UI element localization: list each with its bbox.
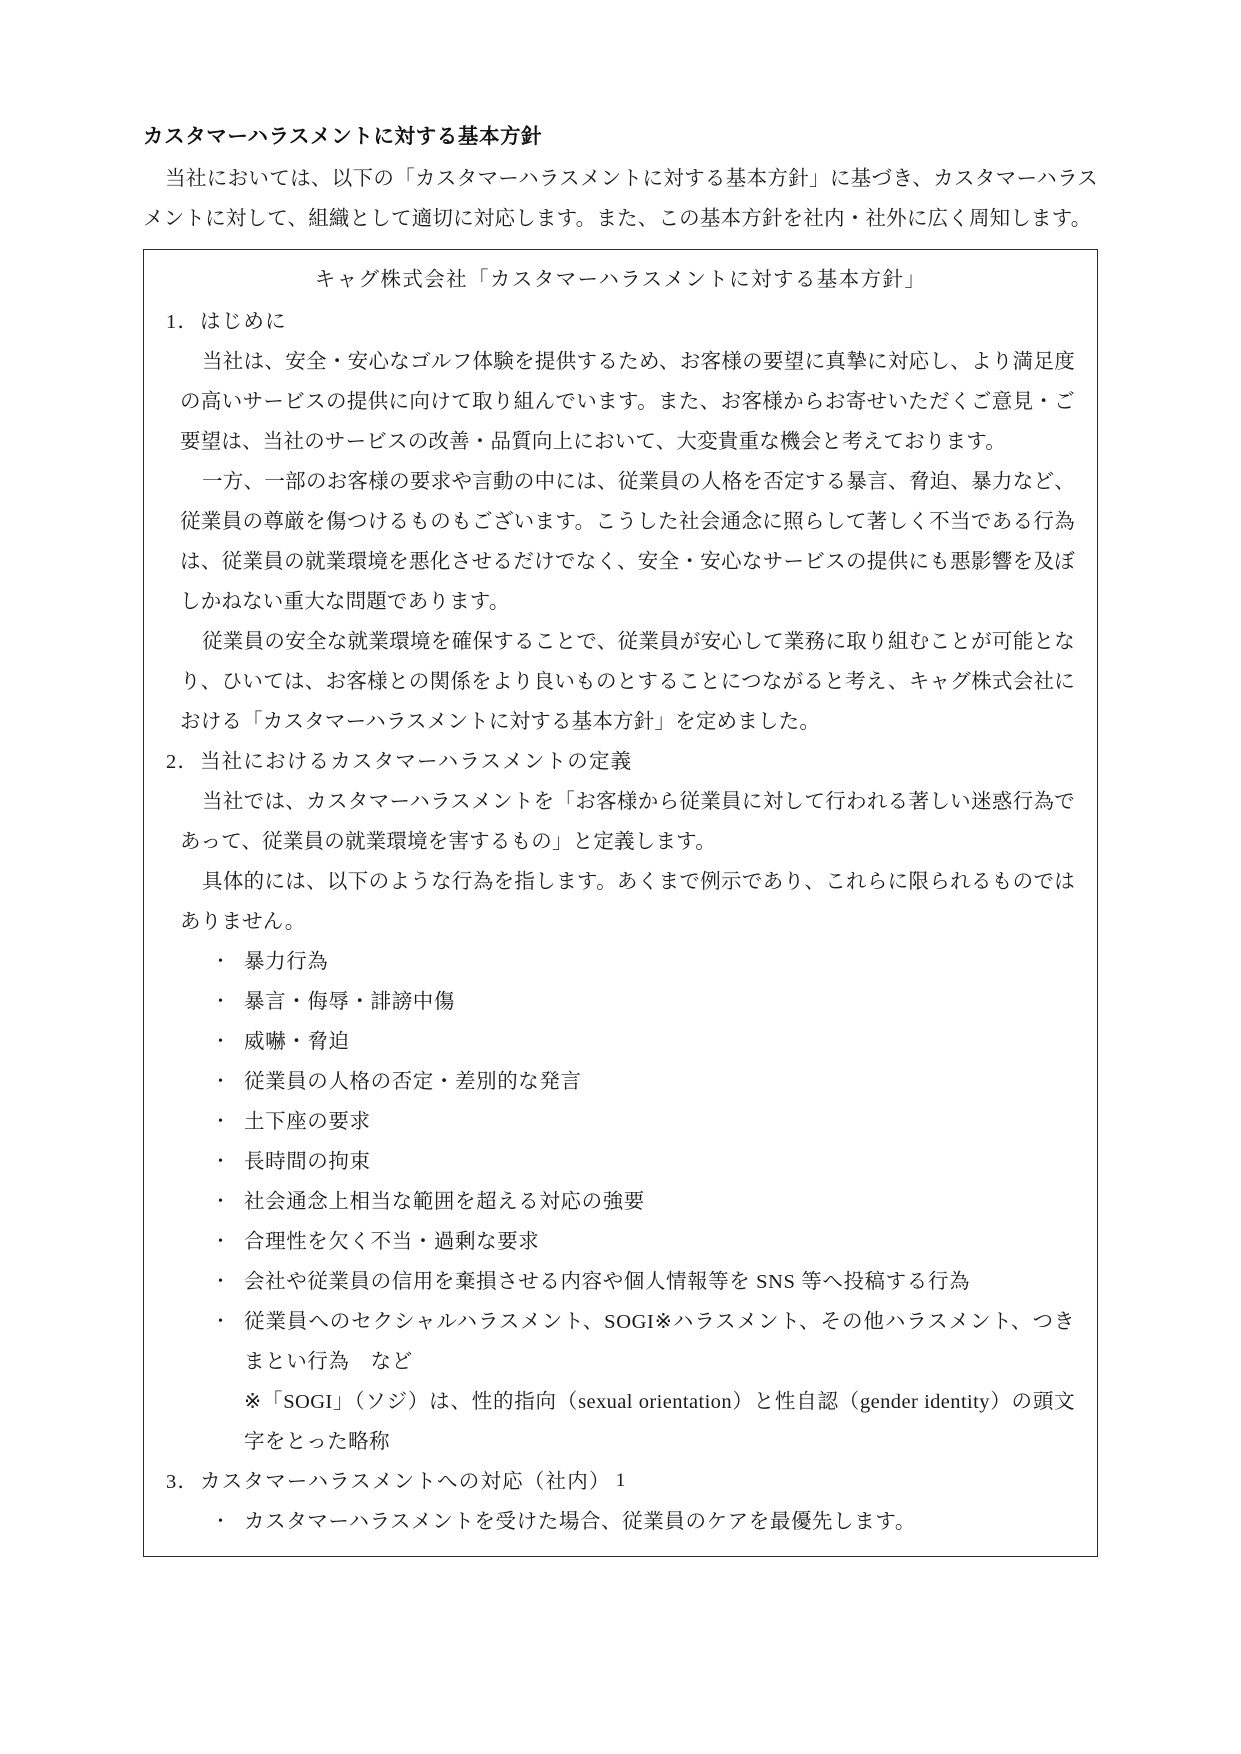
section-2-paragraph-1: 当社では、カスタマーハラスメントを「お客様から従業員に対して行われる著しい迷惑行為であって、従業員の就業環境を害するもの」と定義します。	[180, 790, 1075, 853]
list-item-label: 暴力行為	[244, 950, 329, 973]
intro-paragraph	[143, 159, 1098, 239]
list-item	[214, 1302, 1075, 1382]
bullet-icon: •	[218, 1153, 224, 1169]
section-3-title: カスタマーハラスメントへの対応（社内）	[200, 1470, 611, 1493]
section-2-title: 当社におけるカスタマーハラスメントの定義	[200, 750, 633, 773]
list-item-label: カスタマーハラスメントを受けた場合、従業員のケアを最優先します。	[244, 1510, 916, 1533]
list-item	[214, 1062, 1075, 1102]
section-2-bullet-list	[166, 942, 1075, 1382]
list-item	[214, 1502, 1075, 1542]
list-item-label: 従業員の人格の否定・差別的な発言	[244, 1070, 582, 1093]
section-1-paragraph-2: 一方、一部のお客様の要求や言動の中には、従業員の人格を否定する暴言、脅迫、暴力など、従業員の尊厳を傷つけるものもございます。こうした社会通念に照らして著しく不当である行為は、従業員の就業環境を悪化させるだけでなく、安全・安心なサービスの提供にも悪影響を及ぼしかねない重大な問題であります。	[180, 470, 1075, 613]
list-item	[214, 982, 1075, 1022]
section-3-bullet-list	[166, 1502, 1075, 1542]
list-item	[214, 1142, 1075, 1182]
list-item	[214, 1022, 1075, 1062]
bullet-icon: •	[218, 993, 224, 1009]
list-item	[214, 1262, 1075, 1302]
list-item-label: 従業員へのセクシャルハラスメント、SOGI※ハラスメント、その他ハラスメント、つきまとい行為 など	[244, 1310, 1075, 1373]
bullet-icon: •	[218, 1113, 224, 1129]
section-1-paragraph-1: 当社は、安全・安心なゴルフ体験を提供するため、お客様の要望に真摯に対応し、より満足度の高いサービスの提供に向けて取り組んでいます。また、お客様からお寄せいただくご意見・ご要望は、当社のサービスの改善・品質向上において、大変貴重な機会と考えております。	[180, 350, 1075, 453]
section-1-number: 1．	[166, 310, 200, 333]
bullet-icon: •	[218, 1313, 224, 1329]
intro-text: 当社においては、以下の「カスタマーハラスメントに対する基本方針」に基づき、カスタマーハラスメントに対して、組織として適切に対応します。また、この基本方針を社内・社外に広く周知します。	[143, 167, 1098, 230]
sogi-footnote: ※「SOGI」（ソジ）は、性的指向（sexual orientation）と性自認（gender identity）の頭文字をとった略称	[244, 1390, 1075, 1453]
bullet-icon: •	[218, 1073, 224, 1089]
list-item	[214, 942, 1075, 982]
list-item	[214, 1102, 1075, 1142]
bullet-icon: •	[218, 1033, 224, 1049]
bullet-icon: •	[218, 953, 224, 969]
list-item-label: 暴言・侮辱・誹謗中傷	[244, 990, 455, 1013]
list-item-label: 威嚇・脅迫	[244, 1030, 350, 1053]
bullet-icon: •	[218, 1233, 224, 1249]
section-3-number: 3．	[166, 1470, 200, 1493]
list-item-label: 長時間の拘束	[244, 1150, 371, 1173]
section-2-number: 2．	[166, 750, 200, 773]
page-number: 1	[615, 1470, 626, 1491]
section-1-title: はじめに	[200, 310, 287, 333]
bullet-icon: •	[218, 1273, 224, 1289]
policy-box	[143, 249, 1098, 1557]
list-item-label: 土下座の要求	[244, 1110, 371, 1133]
list-item	[214, 1182, 1075, 1222]
list-item-label: 会社や従業員の信用を棄損させる内容や個人情報等を SNS 等へ投稿する行為	[244, 1270, 971, 1293]
list-item	[214, 1222, 1075, 1262]
section-2-paragraph-2: 具体的には、以下のような行為を指します。あくまで例示であり、これらに限られるものではありません。	[180, 870, 1075, 933]
policy-box-title: キャグ株式会社「カスタマーハラスメントに対する基本方針」	[314, 268, 927, 291]
page-title: カスタマーハラスメントに対する基本方針	[143, 126, 543, 148]
bullet-icon: •	[218, 1513, 224, 1529]
list-item-label: 合理性を欠く不当・過剰な要求	[244, 1230, 540, 1253]
section-1-heading	[166, 302, 1075, 342]
section-1-paragraph-3: 従業員の安全な就業環境を確保することで、従業員が安心して業務に取り組むことが可能となり、ひいては、お客様との関係をより良いものとすることにつながると考え、キャグ株式会社における「カスタマーハラスメントに対する基本方針」を定めました。	[180, 630, 1075, 733]
bullet-icon: •	[218, 1193, 224, 1209]
document-content	[143, 122, 1098, 1557]
section-2-heading	[166, 742, 1075, 782]
list-item-label: 社会通念上相当な範囲を超える対応の強要	[244, 1190, 645, 1213]
